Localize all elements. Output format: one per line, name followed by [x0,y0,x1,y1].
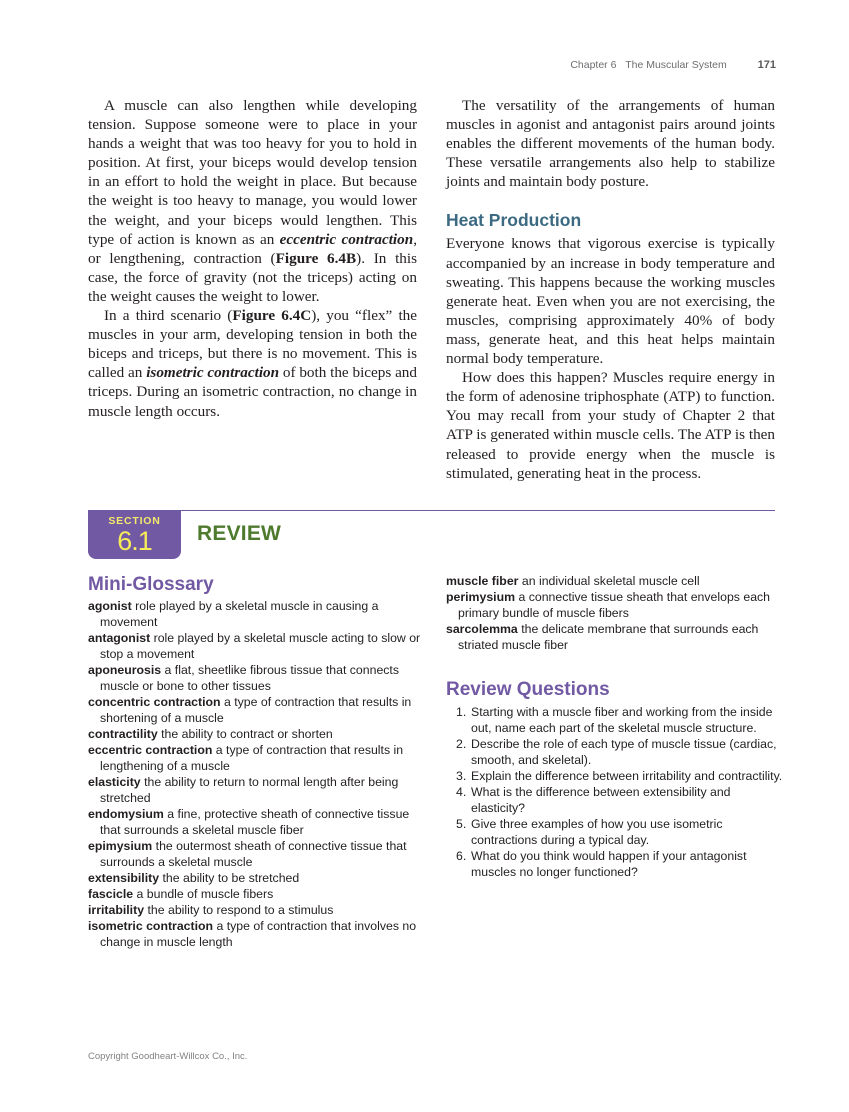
glossary-term: muscle fiber [446,574,519,588]
glossary-definition: a connective tissue sheath that envelops each primary bundle of muscle fibers [458,590,771,620]
text-run: ), you “flex” the muscles in your arm, developing tension in both the biceps and triceps, but there is no movement. This is called an [88,307,417,382]
question-text: What do you think would happen if your antagonist muscles no longer functioned? [471,849,747,879]
question-item [446,848,786,880]
glossary-term: agonist [88,599,132,613]
glossary-list [88,598,428,950]
chapter-label: Chapter 6 [570,59,617,71]
glossary-item [88,902,428,918]
review-divider [88,510,775,511]
figure-ref-6-4b: Figure 6.4B [275,249,357,267]
glossary-item [446,573,786,589]
question-number: 1. [456,705,467,719]
question-text: Describe the role of each type of muscle tissue (cardiac, smooth, and skeletal). [471,737,777,767]
paragraph-versatility: The versatility of the arrangements of human muscles in agonist and antagonist pairs around joints enables the different movements of the human body. These versatile arrangements also help to stabilize joints and maintain body posture. [446,97,775,191]
section-number: 6.1 [117,526,152,556]
question-item [446,784,786,816]
question-number: 6. [456,849,467,863]
glossary-item [88,918,428,950]
glossary-term: antagonist [88,631,151,645]
question-text: Explain the difference between irritability and contractility. [471,769,783,783]
section-badge [88,511,181,559]
glossary-definition: the ability to return to normal length after being stretched [100,775,399,805]
glossary-item [88,870,428,886]
text-run: ). In this case, the force of gravity (not the triceps) acting on the weight causes the weight to lower. [88,249,418,305]
glossary-definition: the ability to respond to a stimulus [147,903,334,917]
glossary-definition: a type of contraction that results in shortening of a muscle [100,695,412,725]
glossary-term: elasticity [88,775,141,789]
paragraph-isometric [88,306,417,421]
glossary-definition: the ability to be stretched [162,871,300,885]
question-number: 2. [456,737,467,751]
glossary-definition: a type of contraction that involves no change in muscle length [100,919,417,949]
heading-heat-production: Heat Production [446,210,582,231]
question-number: 4. [456,785,467,799]
section-label: SECTION [108,515,161,527]
glossary-item [88,598,428,630]
glossary-list-continued [446,573,786,653]
term-isometric-contraction: isometric contraction [146,364,280,382]
running-head [0,59,776,71]
glossary-item [88,694,428,726]
glossary-item [88,630,428,662]
question-number: 5. [456,817,467,831]
question-item [446,768,786,784]
glossary-definition: a bundle of muscle fibers [136,887,274,901]
paragraph-eccentric [88,96,417,306]
review-title: REVIEW [197,522,282,545]
question-item [446,736,786,768]
glossary-item [88,886,428,902]
glossary-definition: the delicate membrane that surrounds each striated muscle fiber [458,622,759,652]
figure-ref-6-4c: Figure 6.4C [232,307,312,325]
glossary-term: perimysium [446,590,516,604]
question-text: Starting with a muscle fiber and working from the inside out, name each part of the skeletal muscle structure. [471,705,773,735]
paragraph-heat-1: Everyone knows that vigorous exercise is typically accompanied by an increase in body temperature and sweating. This happens because the working muscles generate heat. Even when you are not exercising, the muscles, comprising approximately 40% of body mass, generate heat, and this heat helps maintain normal body temperature. [446,235,775,368]
glossary-term: contractility [88,727,158,741]
page-number: 171 [757,59,776,71]
glossary-term: aponeurosis [88,663,162,677]
glossary-term: endomysium [88,807,164,821]
glossary-item [88,838,428,870]
glossary-definition: the ability to contract or shorten [161,727,333,741]
glossary-definition: role played by a skeletal muscle in causing a movement [100,599,379,629]
glossary-term: irritability [88,903,145,917]
glossary-item [88,742,428,774]
left-text-column [88,96,417,421]
right-text-column [446,96,775,483]
glossary-term: isometric contraction [88,919,214,933]
glossary-item [446,589,786,621]
text-run: , or lengthening, contraction ( [88,230,417,267]
glossary-definition: an individual skeletal muscle cell [521,574,700,588]
glossary-term: concentric contraction [88,695,221,709]
chapter-title: The Muscular System [625,59,727,71]
glossary-definition: role played by a skeletal muscle acting to slow or stop a movement [100,631,421,661]
question-item [446,816,786,848]
glossary-term: epimysium [88,839,153,853]
text-run: A muscle can also lengthen while developing tension. Suppose someone were to place in your hands a weight that was too heavy for you to hold in position. At first, your biceps would develop tension in an effort to hold the weight in place. But because the weight is too heavy to manage, you would lower the weight, and your biceps would lengthen. This type of action is known as an [88,97,417,248]
mini-glossary-heading: Mini-Glossary [88,574,214,595]
question-list [446,704,786,880]
glossary-item [88,662,428,694]
glossary-item [88,806,428,838]
question-number: 3. [456,769,467,783]
glossary-definition: a flat, sheetlike fibrous tissue that connects muscle or bone to other tissues [100,663,399,693]
glossary-term: extensibility [88,871,160,885]
review-questions-heading: Review Questions [446,679,610,700]
mini-glossary-left [88,574,428,950]
text-run: In a third scenario ( [104,307,233,325]
text-run: of both the biceps and triceps. During an isometric contraction, no change in muscle length occurs. [88,364,417,420]
question-item [446,704,786,736]
glossary-item [88,774,428,806]
glossary-definition: a type of contraction that results in lengthening of a muscle [100,743,404,773]
term-eccentric-contraction: eccentric contraction [279,230,414,248]
copyright-notice: Copyright Goodheart-Willcox Co., Inc. [88,1051,248,1062]
glossary-item [88,726,428,742]
question-text: Give three examples of how you use isometric contractions during a typical day. [471,817,723,847]
glossary-term: sarcolemma [446,622,518,636]
glossary-definition: the outermost sheath of connective tissue that surrounds a skeletal muscle [100,839,407,869]
glossary-term: fascicle [88,887,134,901]
mini-glossary-right [446,573,786,880]
glossary-term: eccentric contraction [88,743,213,757]
glossary-definition: a fine, protective sheath of connective tissue that surrounds a skeletal muscle fiber [100,807,410,837]
glossary-item [446,621,786,653]
paragraph-heat-2: How does this happen? Muscles require energy in the form of adenosine triphosphate (ATP) to function. You may recall from your study of Chapter 2 that ATP is generated within muscle cells. The ATP is then released to provide energy when the muscle is stimulated, generating heat in the process. [446,369,775,482]
question-text: What is the difference between extensibility and elasticity? [471,785,731,815]
review-questions [446,679,786,880]
